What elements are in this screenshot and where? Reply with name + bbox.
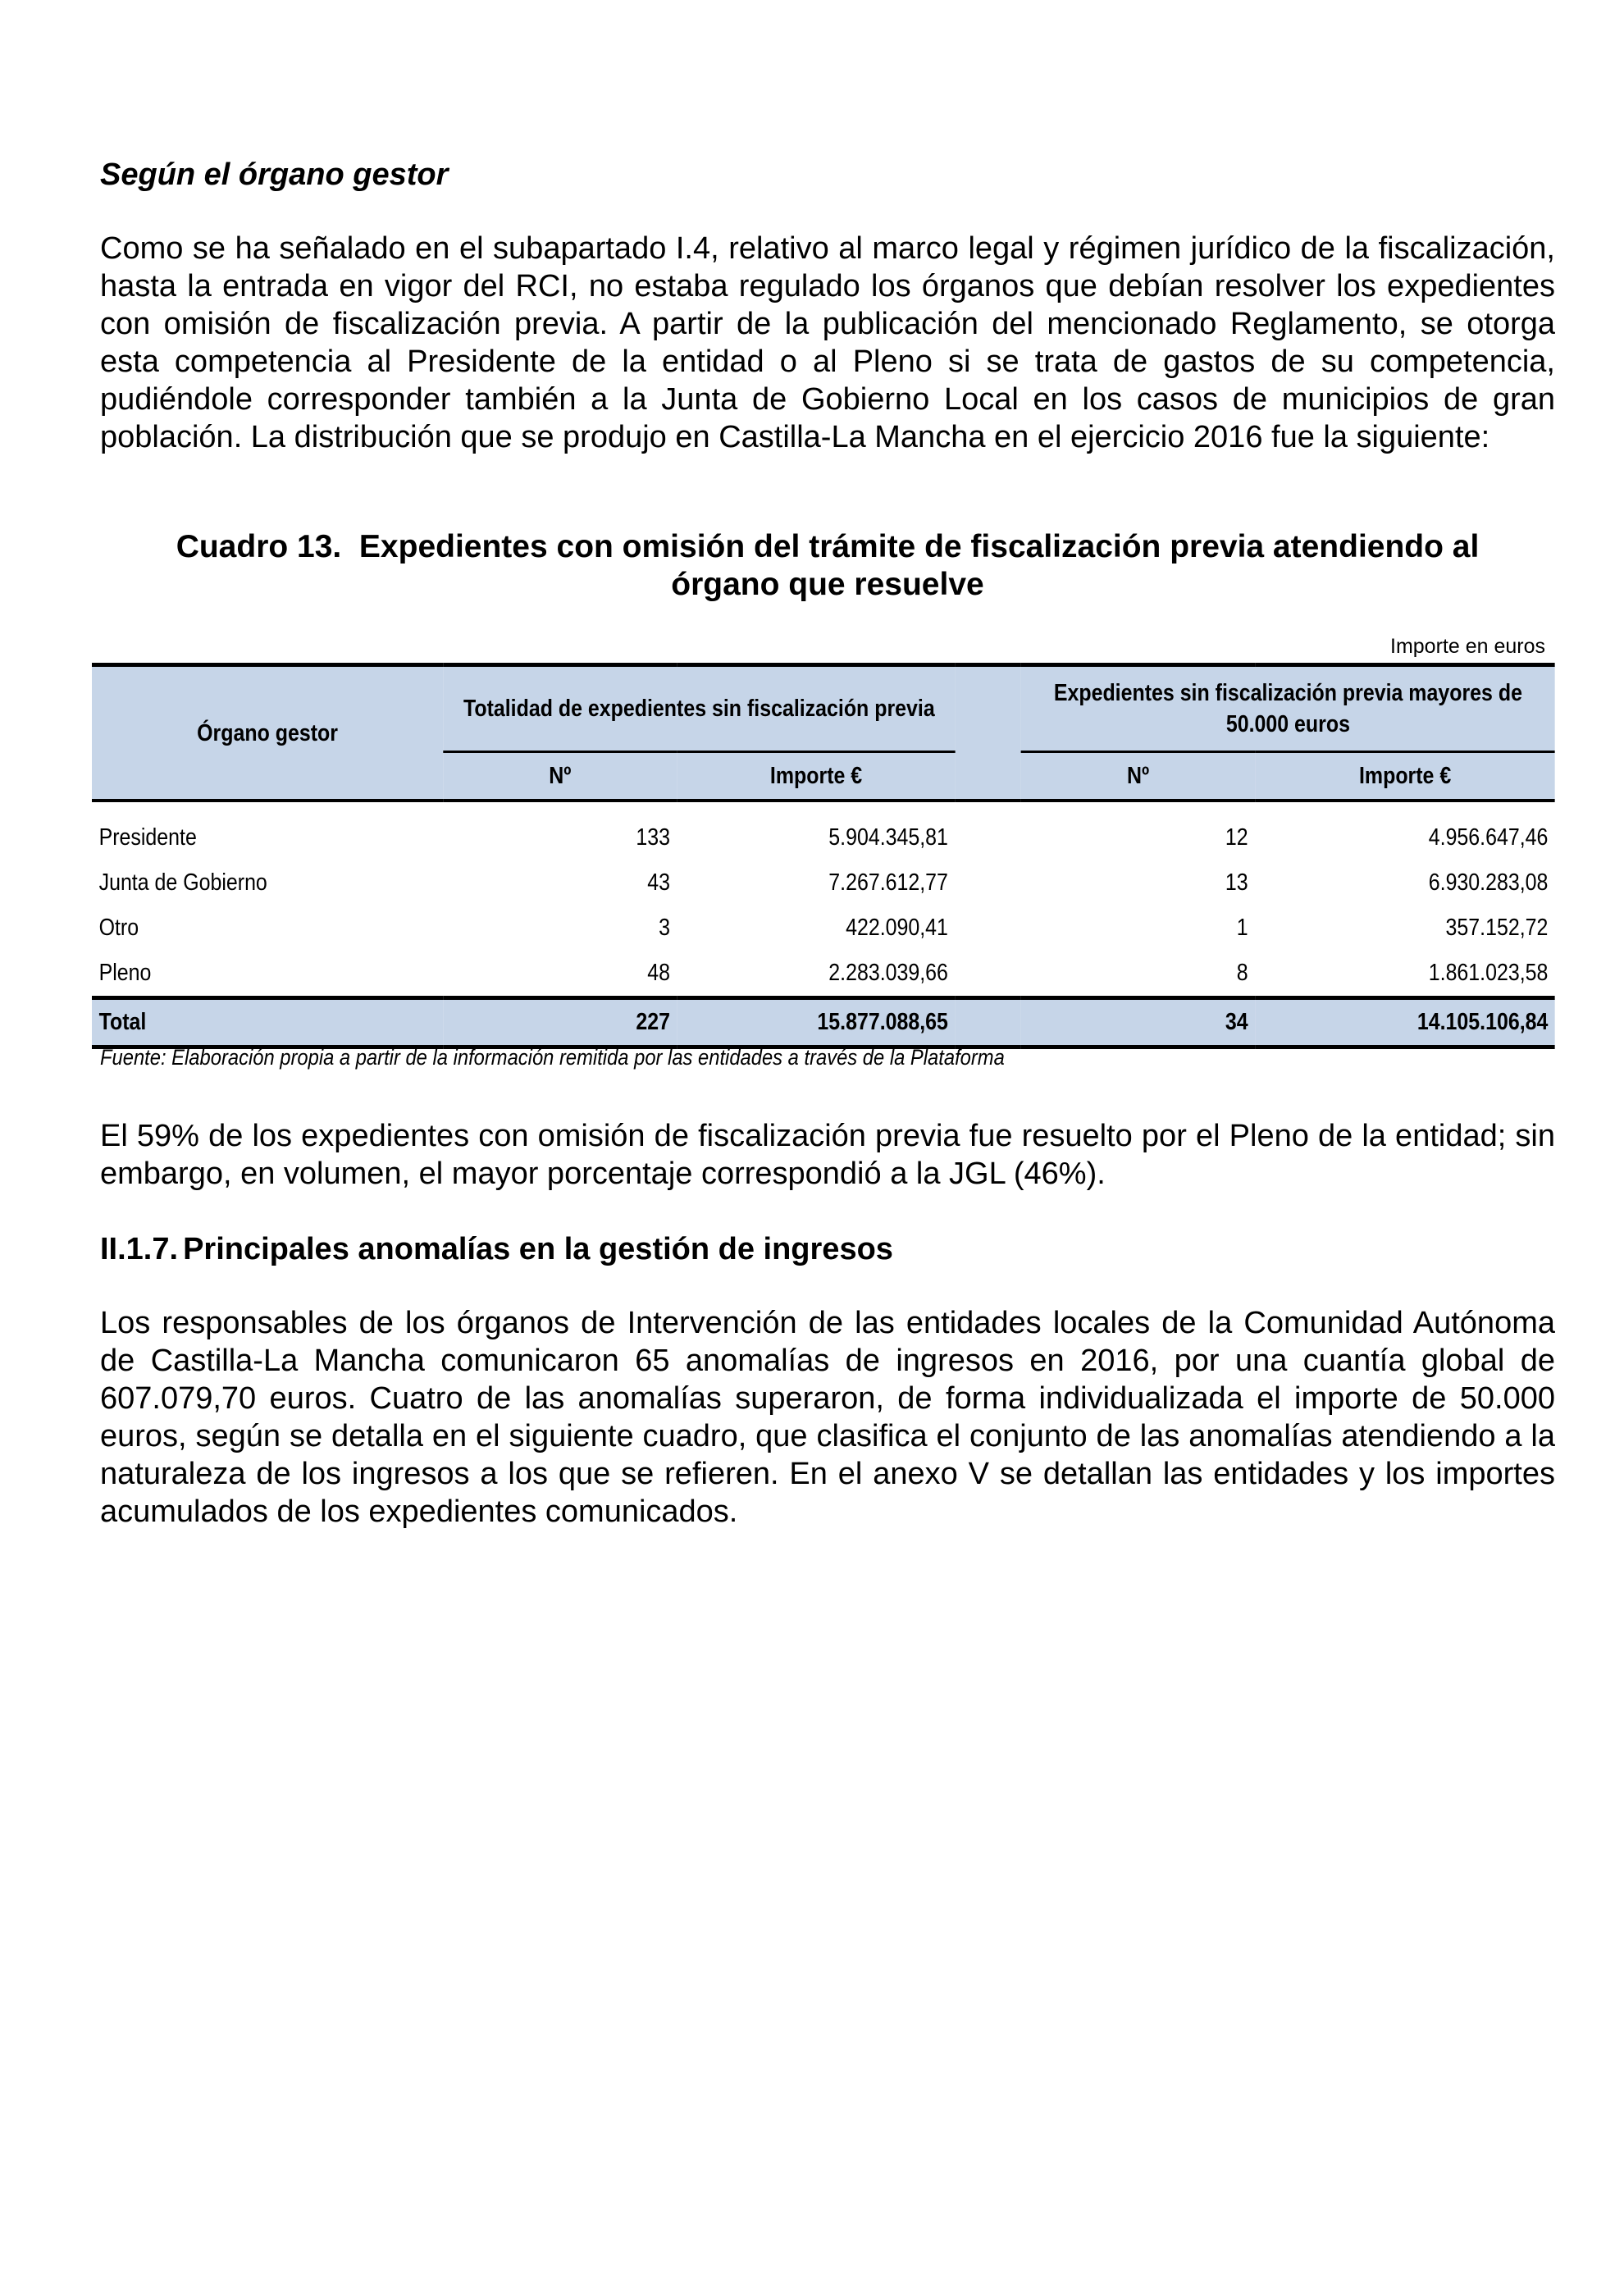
row-importe2: 6.930.283,08: [1428, 869, 1549, 896]
result-paragraph: El 59% de los expedientes con omisión de fiscalización previa fue resuelto por el Pleno de la entidad; sin embargo, en volumen, el mayor porcentaje correspondió a la JGL (46%).: [100, 1119, 1555, 1191]
row-n1: 48: [647, 960, 670, 986]
section-title: Según el órgano gestor: [100, 157, 449, 192]
header-importe-2: Importe €: [1255, 752, 1555, 801]
row-n1: 43: [647, 869, 670, 896]
table-source: Fuente: Elaboración propia a partir de la información remitida por las entidades a través de la Plataforma: [100, 1045, 1005, 1070]
table-row: [92, 860, 1555, 906]
row-importe1: 5.904.345,81: [828, 824, 948, 851]
table-total-row: [92, 998, 1555, 1047]
row-n1: 133: [636, 824, 670, 851]
header-organo: Órgano gestor: [92, 665, 443, 801]
row-importe1: 7.267.612,77: [828, 869, 948, 896]
data-table: [92, 663, 1555, 1049]
total-name: Total: [92, 998, 443, 1047]
row-gap: [956, 951, 1021, 998]
row-importe2: 4.956.647,46: [1428, 824, 1549, 851]
header-group-total: Totalidad de expedientes sin fiscalización previa: [443, 665, 955, 752]
row-importe1: 2.283.039,66: [828, 960, 948, 986]
caption-title-line1: Expedientes con omisión del trámite de fiscalización previa atendiendo al: [358, 529, 1480, 564]
header-n-1: Nº: [443, 752, 677, 801]
total-n1: 227: [443, 998, 677, 1047]
table-row: [92, 951, 1555, 998]
caption-label: Cuadro 13.: [176, 529, 342, 564]
row-gap: [956, 906, 1021, 951]
row-n2: 1: [1236, 915, 1248, 941]
subsection-number: II.1.7.: [100, 1232, 179, 1266]
table-row: [92, 906, 1555, 951]
total-importe2: 14.105.106,84: [1255, 998, 1555, 1047]
data-table-wrapper: [92, 663, 1555, 1049]
total-importe1: 15.877.088,65: [677, 998, 956, 1047]
final-paragraph: Los responsables de los órganos de Intervención de las entidades locales de la Comunidad Autónoma de Castilla-La Mancha comunicaron 65 anomalías de ingresos en 2016, por una cuantía global de 607.079,70 euros. Cuatro de las anomalías superaron, de forma individualizada el importe de 50.000 euros, según se detalla en el siguiente cuadro, que clasifica el conjunto de las anomalías atendiendo a la naturaleza de los ingresos a los que se refieren. En el anexo V se detallan las entidades y los importes acumulados de los expedientes comunicados.: [100, 1306, 1555, 1529]
header-importe-1: Importe €: [677, 752, 956, 801]
row-name: Junta de Gobierno: [98, 869, 267, 896]
row-gap: [956, 801, 1021, 860]
row-importe2: 357.152,72: [1445, 915, 1549, 941]
total-gap: [956, 998, 1021, 1047]
row-n2: 13: [1225, 869, 1248, 896]
row-n2: 12: [1225, 824, 1248, 851]
header-n-2: Nº: [1021, 752, 1255, 801]
row-importe1: 422.090,41: [846, 915, 948, 941]
row-name: Presidente: [98, 824, 197, 851]
total-n2: 34: [1021, 998, 1255, 1047]
subsection-heading: [100, 1232, 893, 1267]
row-gap: [956, 860, 1021, 906]
table-row: [92, 801, 1555, 860]
row-n2: 8: [1236, 960, 1248, 986]
row-importe2: 1.861.023,58: [1428, 960, 1549, 986]
units-note: Importe en euros: [1390, 635, 1545, 658]
row-n1: 3: [659, 915, 670, 941]
row-name: Otro: [98, 915, 139, 941]
table-caption: [100, 528, 1555, 604]
header-group-over-50000: Expedientes sin fiscalización previa mayores de 50.000 euros: [1021, 665, 1555, 752]
row-name: Pleno: [98, 960, 152, 986]
header-gap: [956, 665, 1021, 801]
subsection-title: Principales anomalías en la gestión de ingresos: [183, 1232, 893, 1266]
intro-paragraph: Como se ha señalado en el subapartado I.4, relativo al marco legal y régimen jurídico de la fiscalización, hasta la entrada en vigor del RCI, no estaba regulado los órganos que debían resolver los expedientes con omisión de fiscalización previa. A partir de la publicación del mencionado Reglamento, se otorga esta competencia al Presidente de la entidad o al Pleno si se trata de gastos de su competencia, pudiéndole corresponder también a la Junta de Gobierno Local en los casos de municipios de gran población. La distribución que se produjo en Castilla-La Mancha en el ejercicio 2016 fue la siguiente:: [100, 231, 1555, 454]
caption-title-line2: órgano que resuelve: [671, 567, 984, 602]
